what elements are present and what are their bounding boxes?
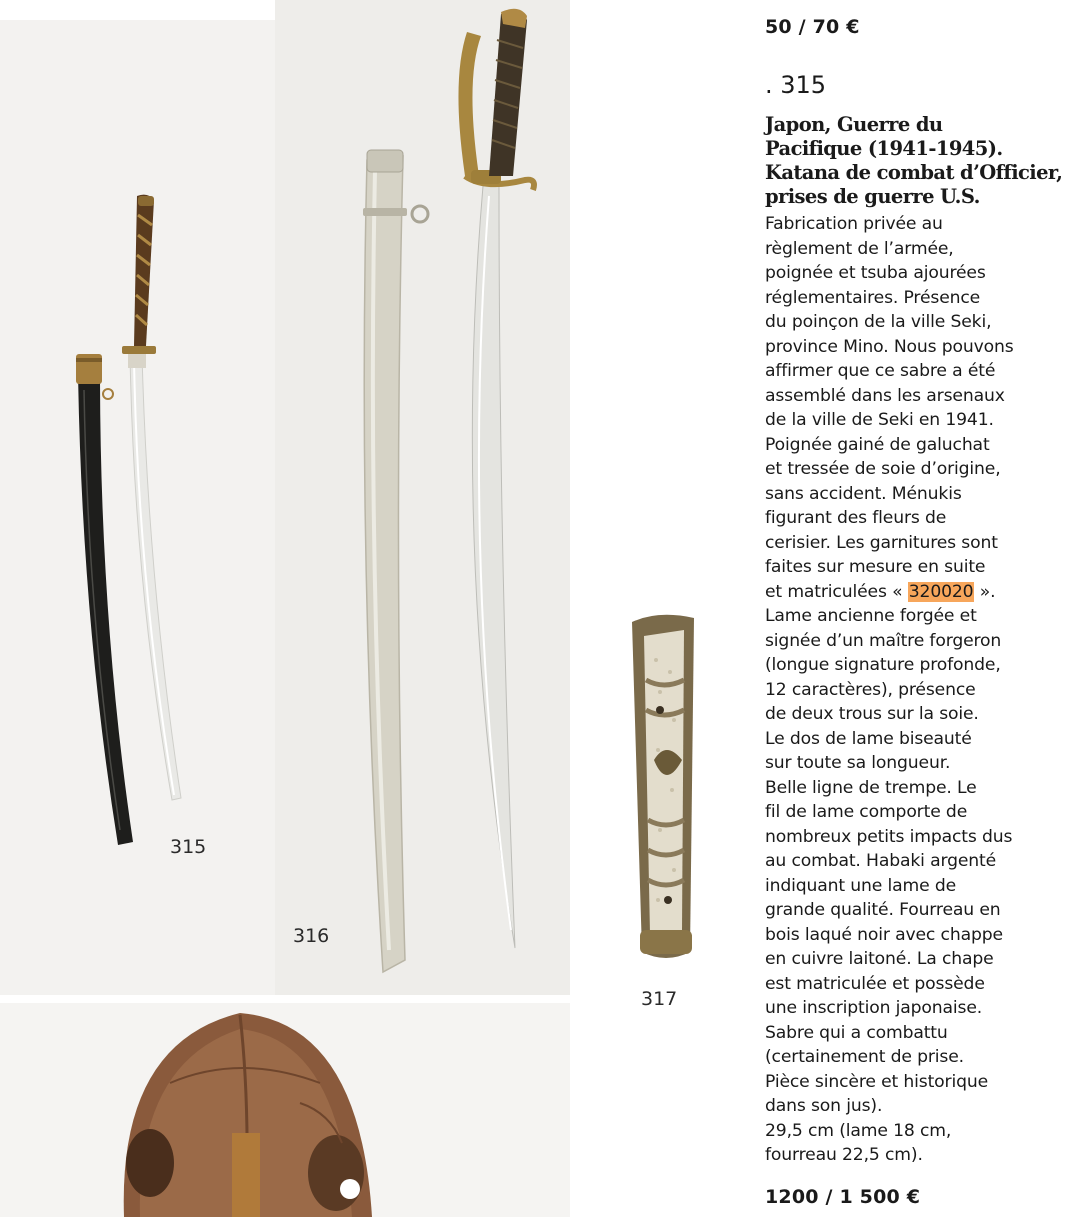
tsuka-illustration xyxy=(598,600,738,1020)
description-line: (longue signature profonde, xyxy=(765,655,1001,675)
photo-lot-317 xyxy=(598,600,738,1020)
helmet-illustration xyxy=(0,1003,570,1217)
description-line: sur toute sa longueur. xyxy=(765,753,951,773)
lot-title xyxy=(765,113,1075,209)
serial-number-highlight: 320020 xyxy=(908,581,974,602)
description-line: (certainement de prise. xyxy=(765,1047,964,1067)
photo-leather-helmet xyxy=(0,1003,570,1217)
description-line: signée d’un maître forgeron xyxy=(765,630,1002,651)
photo-lot-315 xyxy=(0,20,275,995)
lot-title-line: Japon, Guerre du xyxy=(765,113,943,136)
lot-description xyxy=(765,212,1077,1168)
lot-title-line: Katana de combat d’Officier, xyxy=(765,161,1063,184)
description-line: est matriculée et possède xyxy=(765,973,985,994)
description-line: province Mino. Nous pouvons xyxy=(765,336,1014,357)
lot-number-heading: . 315 xyxy=(765,71,827,99)
description-line: de la ville de Seki en 1941. xyxy=(765,410,994,430)
description-line: règlement de l’armée, xyxy=(765,238,954,259)
description-line: sans accident. Ménukis xyxy=(765,483,962,504)
description-line: poignée et tsuba ajourées xyxy=(765,263,986,283)
description-line: Poignée gainé de galuchat xyxy=(765,434,990,455)
description-line: de deux trous sur la soie. xyxy=(765,704,979,724)
description-line: Belle ligne de trempe. Le xyxy=(765,777,977,798)
description-line: Sabre qui a combattu xyxy=(765,1022,948,1043)
description-line: au combat. Habaki argenté xyxy=(765,851,997,871)
description-line: indiquant une lame de xyxy=(765,875,957,896)
photo-lot-316 xyxy=(275,0,570,995)
photo-label-315: 315 xyxy=(170,836,207,858)
serial-prefix: et matriculées « xyxy=(765,581,908,602)
description-line: cerisier. Les garnitures sont xyxy=(765,532,998,553)
description-line: Lame ancienne forgée et xyxy=(765,606,977,626)
description-line: fil de lame comporte de xyxy=(765,802,968,822)
description-line: bois laqué noir avec chappe xyxy=(765,924,1003,945)
description-line: du poinçon de la ville Seki, xyxy=(765,312,992,332)
description-line: Pièce sincère et historique xyxy=(765,1071,989,1092)
photo-label-316: 316 xyxy=(293,925,330,947)
description-line: Fabrication privée au xyxy=(765,214,943,234)
description-line: fourreau 22,5 cm). xyxy=(765,1145,923,1165)
description-line-serial xyxy=(765,580,1077,605)
description-line: assemblé dans les arsenaux xyxy=(765,385,1005,406)
lot-estimate: 1200 / 1 500 € xyxy=(765,1186,921,1208)
description-line: réglementaires. Présence xyxy=(765,287,981,308)
katana-illustration xyxy=(0,20,275,995)
description-line: et tressée de soie d’origine, xyxy=(765,459,1001,479)
photo-label-317: 317 xyxy=(641,988,678,1010)
previous-lot-estimate: 50 / 70 € xyxy=(765,16,860,38)
serial-suffix: ». xyxy=(974,581,996,602)
description-line: 12 caractères), présence xyxy=(765,679,976,700)
description-line: 29,5 cm (lame 18 cm, xyxy=(765,1120,952,1141)
description-line: dans son jus). xyxy=(765,1096,883,1116)
lot-title-line: prises de guerre U.S. xyxy=(765,185,980,208)
sabre-illustration xyxy=(275,0,570,995)
lot-title-line: Pacifique (1941-1945). xyxy=(765,137,1003,160)
description-line: Le dos de lame biseauté xyxy=(765,728,972,749)
description-line: en cuivre laitoné. La chape xyxy=(765,949,994,969)
description-line: affirmer que ce sabre a été xyxy=(765,361,996,381)
description-line: une inscription japonaise. xyxy=(765,998,983,1018)
description-line: figurant des fleurs de xyxy=(765,508,947,528)
description-line: faites sur mesure en suite xyxy=(765,557,986,577)
description-line: grande qualité. Fourreau en xyxy=(765,900,1001,920)
description-line: nombreux petits impacts dus xyxy=(765,826,1013,847)
